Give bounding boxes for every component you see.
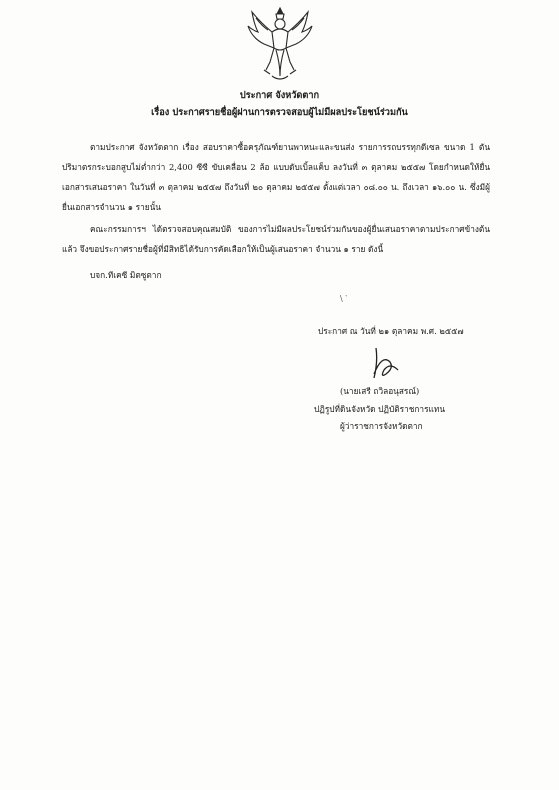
signer-name: (นายเสรี ถวิลอนุสรณ์) [340,386,420,396]
company-name: บจก.ทีเคซี มิตซูตาก [90,270,162,280]
signer-position-2: ผู้ว่าราชการจังหวัดตาก [340,421,423,431]
body-paragraph-1: ตามประกาศ จังหวัดตาก เรื่อง สอบราคาซื้อครุภัณฑ์ยานพาหนะและขนส่ง รายการรถบรรทุกดีเซล ขนาด 1 ตัน ปริมาตรกระบอกสูบไม่ต่ำกว่า 2,400 ซีซี ขับเคลื่อน 2 ล้อ แบบดับเบิ้ลแค็บ ลงวันที่ ๓ ตุลาคม ๒๕๕๗ โดยกำหนดให้ยื่นเอกสารเสนอราคา ในวันที่ ๓ ตุลาคม ๒๕๕๗ ถึงวันที่ ๒๐ ตุลาคม ๒๕๕๗ ตั้งแต่เวลา ๐๘.๐๐ น. ถึงเวลา ๑๖.๐๐ น. ซึ่งมีผู้ยื่นเอกสารจำนวน ๑ รายนั้น [62,142,490,212]
announcement-date: ประกาศ ณ วันที่ ๒๑ ตุลาคม พ.ศ. ๒๕๕๗ [318,326,464,336]
announcement-subject: เรื่อง ประกาศรายชื่อผู้ผ่านการตรวจสอบผู้ไม่มีผลประโยชน์ร่วมกัน [151,107,408,118]
announcement-heading: ประกาศ จังหวัดตาก [239,90,320,101]
stray-mark: \ ‵ [340,294,348,303]
signer-position-1: ปฏิรูปที่ดินจังหวัด ปฏิบัติราชการแทน [314,404,446,414]
handwritten-signature [364,344,424,384]
body-paragraph-2: คณะกรรมการฯ ได้ตรวจสอบคุณสมบัติ ของการไม่มีผลประโยชน์ร่วมกันของผู้ยื่นเสนอราคาตามประกาศข้างต้นแล้ว จึงขอประกาศรายชื่อผู้ที่มีสิทธิได้รับการคัดเลือกให้เป็นผู้เสนอราคา จำนวน ๑ ราย ดังนี้ [62,224,490,254]
garuda-emblem-icon [246,4,314,86]
